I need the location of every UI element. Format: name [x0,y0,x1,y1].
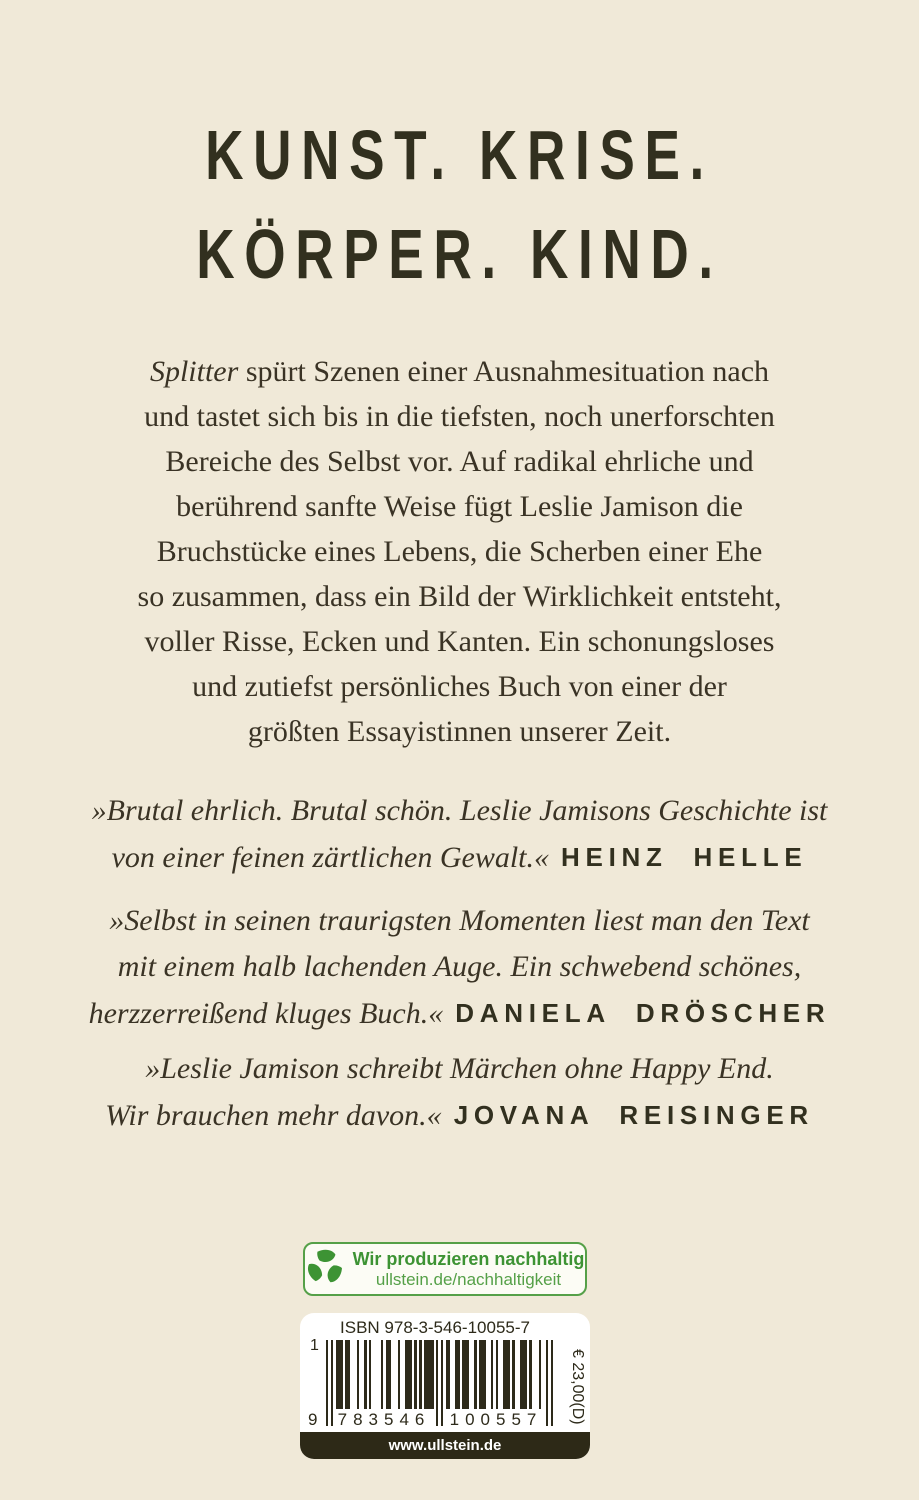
badge-title: Wir produzieren nachhaltig [352,1249,585,1269]
barcode-digits-left: 783546 [334,1409,434,1430]
quote-line [0,834,919,881]
barcode-card [300,1313,590,1459]
quote-line: mit einem halb lachenden Auge. Ein schwebend schönes, [117,950,802,983]
isbn-label: ISBN 978-3-546-10055-7 [340,1318,530,1337]
quote-attribution: HEINZ HELLE [561,842,808,872]
quote-attribution: JOVANA REISINGER [453,1100,814,1130]
quote-line: »Brutal ehrlich. Brutal schön. Leslie Jamisons Geschichte ist [91,794,828,827]
blurb-line: und tastet sich bis in die tiefsten, noch unerforschten [144,400,775,433]
quote-line [0,1092,919,1139]
blurb-line [0,349,919,394]
headline [0,106,919,304]
barcode-area [300,1338,590,1430]
press-quote-1 [0,788,919,881]
quote-line: »Leslie Jamison schreibt Märchen ohne Happy End. [145,1052,774,1085]
press-quote-2 [0,898,919,1037]
headline-line-2: KÖRPER. KIND. [196,215,723,293]
blurb-line: voller Risse, Ecken und Kanten. Ein schonungsloses [144,625,775,658]
price-label: € 23,00(D) [569,1349,586,1425]
headline-line-1: KUNST. KRISE. [205,116,714,194]
quote-text: herzzerreißend kluges Buch.« [88,997,444,1030]
blurb-line: berührend sanfte Weise fügt Leslie Jamison die [176,490,743,523]
quote-line: »Selbst in seinen traurigsten Momenten liest man den Text [109,904,810,937]
barcode-lead-digit: 9 [308,1410,318,1429]
quote-text: Wir brauchen mehr davon.« [105,1099,442,1132]
blurb-line: Bereiche des Selbst vor. Auf radikal ehrliche und [165,445,754,478]
badge-url: ullstein.de/nachhaltigkeit [375,1270,562,1289]
publisher-website-band: www.ullstein.de [300,1432,590,1459]
leaf-recycle-icon [306,1248,344,1291]
sustainability-badge [303,1242,587,1296]
blurb-line: so zusammen, dass ein Bild der Wirklichkeit entsteht, [137,580,782,613]
quote-line [0,990,919,1037]
quote-attribution: DANIELA DRÖSCHER [455,998,831,1028]
blurb-line: größten Essayistinnen unserer Zeit. [247,715,672,748]
barcode-digits-right: 100557 [446,1409,546,1430]
blurb-line-text: spürt Szenen einer Ausnahmesituation nach [238,355,770,388]
press-quote-3 [0,1046,919,1139]
barcode-top-left-digit: 1 [310,1337,319,1354]
badge-text [353,1249,585,1289]
blurb-paragraph [0,349,919,754]
book-title-italic: Splitter [149,355,239,388]
quote-text: von einer feinen zärtlichen Gewalt.« [111,841,550,874]
blurb-line: und zutiefst persönliches Buch von einer der [192,670,727,703]
blurb-line: Bruchstücke eines Lebens, die Scherben einer Ehe [156,535,763,568]
